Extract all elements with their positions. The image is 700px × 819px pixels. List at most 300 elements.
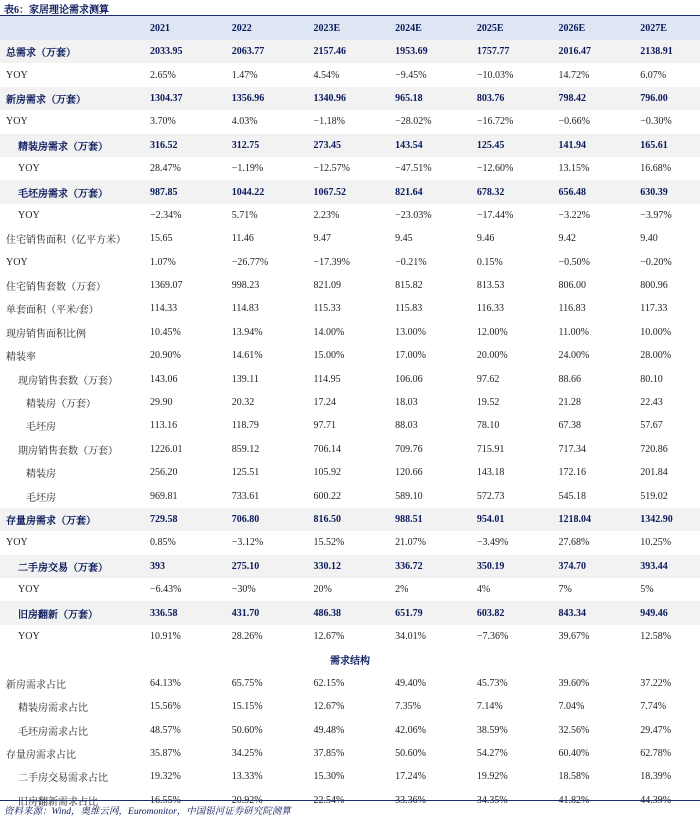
value-cell: 117.33 bbox=[640, 303, 668, 315]
value-cell: 201.84 bbox=[640, 467, 668, 479]
value-cell: 3.70% bbox=[150, 116, 176, 128]
value-cell: 7.04% bbox=[558, 701, 585, 713]
value-cell: 139.11 bbox=[231, 373, 259, 385]
value-cell: 45.73% bbox=[476, 677, 508, 689]
value-cell: 9.46 bbox=[476, 233, 495, 245]
value-cell: 14.72% bbox=[558, 69, 590, 81]
value-cell: 393.44 bbox=[618, 555, 700, 578]
table-row bbox=[0, 531, 700, 554]
value-cell: 965.18 bbox=[373, 87, 455, 110]
row-label: 精装房 bbox=[26, 469, 56, 481]
value-cell: 589.10 bbox=[395, 490, 423, 502]
value-cell: 14.00% bbox=[313, 326, 345, 338]
value-cell: 97.71 bbox=[313, 420, 336, 432]
table-row bbox=[0, 367, 700, 390]
value-cell: 273.45 bbox=[291, 134, 373, 157]
value-cell: −0.66% bbox=[558, 116, 591, 128]
table-row bbox=[0, 87, 700, 110]
value-cell: 105.92 bbox=[313, 467, 341, 479]
value-cell: 843.34 bbox=[537, 601, 619, 624]
value-cell: 120.66 bbox=[395, 467, 423, 479]
value-cell: 2138.91 bbox=[618, 40, 700, 63]
table-row bbox=[0, 297, 700, 320]
value-cell: 21.28 bbox=[558, 397, 582, 409]
value-cell: 116.83 bbox=[558, 303, 586, 315]
value-cell: 13.15% bbox=[558, 163, 590, 175]
table-row bbox=[0, 274, 700, 297]
value-cell: 1218.04 bbox=[537, 508, 619, 531]
value-cell: 7.14% bbox=[476, 701, 503, 713]
source-note: 资料来源：Wind，奥维云网，Euromonitor，中国银河证券研究院测算 bbox=[4, 807, 291, 817]
header-row bbox=[0, 16, 700, 40]
row-label: 现房销售套数（万套） bbox=[18, 375, 118, 387]
value-cell: 97.62 bbox=[476, 373, 500, 385]
value-cell: 14.61% bbox=[231, 350, 263, 362]
value-cell: 821.64 bbox=[373, 180, 455, 203]
value-cell: 13.33% bbox=[231, 771, 263, 783]
value-cell: 115.83 bbox=[395, 303, 423, 315]
value-cell: 13.00% bbox=[395, 326, 426, 338]
value-cell: 12.58% bbox=[640, 630, 672, 642]
value-cell: 34.01% bbox=[395, 630, 426, 642]
value-cell: 987.85 bbox=[128, 180, 210, 203]
value-cell: 17.00% bbox=[395, 350, 426, 362]
value-cell: −1.18% bbox=[313, 116, 345, 128]
table-row bbox=[0, 672, 700, 695]
value-cell: 1342.90 bbox=[618, 508, 700, 531]
value-cell: 1340.96 bbox=[291, 87, 373, 110]
value-cell: 678.32 bbox=[455, 180, 537, 203]
value-cell: 18.39% bbox=[640, 771, 672, 783]
table-row bbox=[0, 63, 700, 86]
value-cell: −1.19% bbox=[231, 163, 264, 175]
value-cell: 2063.77 bbox=[210, 40, 292, 63]
value-cell: 143.54 bbox=[373, 134, 455, 157]
value-cell: 709.76 bbox=[395, 443, 423, 455]
value-cell: 15.00% bbox=[313, 350, 345, 362]
value-cell: 1757.77 bbox=[455, 40, 537, 63]
table-row bbox=[0, 321, 700, 344]
header-cell: 2022 bbox=[210, 16, 292, 40]
value-cell: 62.78% bbox=[640, 747, 672, 759]
value-cell: 38.59% bbox=[476, 724, 508, 736]
value-cell: 1044.22 bbox=[210, 180, 292, 203]
value-cell: 651.79 bbox=[373, 601, 455, 624]
value-cell: 34.35% bbox=[476, 794, 508, 806]
row-label: 新房需求（万套） bbox=[0, 87, 128, 110]
value-cell: 65.75% bbox=[231, 677, 263, 689]
value-cell: −28.02% bbox=[395, 116, 432, 128]
row-label: 二手房交易（万套） bbox=[0, 555, 128, 578]
value-cell: 50.60% bbox=[231, 724, 263, 736]
header-cell: 2023E bbox=[291, 16, 373, 40]
value-cell: 37.85% bbox=[313, 747, 345, 759]
row-label: YOY bbox=[6, 116, 28, 128]
value-cell: 9.40 bbox=[640, 233, 658, 245]
value-cell: 44.39% bbox=[640, 794, 672, 806]
value-cell: 336.72 bbox=[373, 555, 455, 578]
value-cell: −0.20% bbox=[640, 256, 672, 268]
value-cell: 49.48% bbox=[313, 724, 345, 736]
value-cell: 1953.69 bbox=[373, 40, 455, 63]
value-cell: 706.80 bbox=[210, 508, 292, 531]
value-cell: 35.87% bbox=[150, 747, 181, 759]
value-cell: 0.15% bbox=[476, 256, 503, 268]
value-cell: 715.91 bbox=[476, 443, 505, 455]
row-label: 存量房需求（万套） bbox=[0, 508, 128, 531]
value-cell: 9.47 bbox=[313, 233, 331, 245]
value-cell: 39.67% bbox=[558, 630, 590, 642]
row-label: 毛坯房 bbox=[26, 492, 56, 504]
section-title: 需求结构 bbox=[330, 656, 370, 668]
table-row bbox=[0, 461, 700, 484]
value-cell: 486.38 bbox=[291, 601, 373, 624]
value-cell: 114.95 bbox=[313, 373, 341, 385]
value-cell: 17.24 bbox=[313, 397, 336, 409]
value-cell: 67.38 bbox=[558, 420, 582, 432]
row-label: 二手房交易需求占比 bbox=[18, 773, 108, 785]
value-cell: 114.33 bbox=[150, 303, 178, 315]
table-row bbox=[0, 251, 700, 274]
value-cell: 2.65% bbox=[150, 69, 176, 81]
value-cell: 114.83 bbox=[231, 303, 259, 315]
value-cell: 816.50 bbox=[291, 508, 373, 531]
table-row bbox=[0, 204, 700, 227]
value-cell: 656.48 bbox=[537, 180, 619, 203]
value-cell: 22.43 bbox=[640, 397, 663, 409]
row-label: 期房销售套数（万套） bbox=[18, 445, 118, 457]
value-cell: −0.50% bbox=[558, 256, 591, 268]
value-cell: −3.22% bbox=[558, 209, 591, 221]
value-cell: 815.82 bbox=[395, 280, 423, 292]
value-cell: 32.56% bbox=[558, 724, 590, 736]
value-cell: 393 bbox=[128, 555, 210, 578]
value-cell: 256.20 bbox=[150, 467, 178, 479]
value-cell: 7.74% bbox=[640, 701, 667, 713]
value-cell: −10.03% bbox=[476, 69, 514, 81]
value-cell: 118.79 bbox=[231, 420, 259, 432]
value-cell: 20.92% bbox=[231, 794, 263, 806]
value-cell: 1369.07 bbox=[150, 280, 183, 292]
value-cell: 7.35% bbox=[395, 701, 421, 713]
section-row bbox=[0, 648, 700, 671]
table-row bbox=[0, 180, 700, 203]
value-cell: 11.00% bbox=[558, 326, 590, 338]
value-cell: 2033.95 bbox=[128, 40, 210, 63]
value-cell: −0.21% bbox=[395, 256, 427, 268]
value-cell: 720.86 bbox=[640, 443, 668, 455]
value-cell: −3.49% bbox=[476, 537, 509, 549]
row-label: YOY bbox=[18, 630, 40, 642]
value-cell: 1356.96 bbox=[210, 87, 292, 110]
row-label: 住宅销售套数（万套） bbox=[6, 282, 106, 294]
value-cell: 78.10 bbox=[476, 420, 500, 432]
value-cell: 316.52 bbox=[128, 134, 210, 157]
value-cell: 5% bbox=[640, 584, 654, 596]
value-cell: 600.22 bbox=[313, 490, 341, 502]
value-cell: 41.82% bbox=[558, 794, 590, 806]
value-cell: 125.51 bbox=[231, 467, 260, 479]
value-cell: 7% bbox=[558, 584, 572, 596]
row-label: 毛坯房需求（万套） bbox=[0, 180, 128, 203]
value-cell: 806.00 bbox=[558, 280, 587, 292]
value-cell: 165.61 bbox=[618, 134, 700, 157]
value-cell: 813.53 bbox=[476, 280, 505, 292]
value-cell: 20.90% bbox=[150, 350, 181, 362]
value-cell: 28.47% bbox=[150, 163, 181, 175]
table-row bbox=[0, 555, 700, 578]
value-cell: 62.15% bbox=[313, 677, 345, 689]
value-cell: 998.23 bbox=[231, 280, 260, 292]
value-cell: 2% bbox=[395, 584, 409, 596]
value-cell: 33.36% bbox=[395, 794, 426, 806]
value-cell: 15.52% bbox=[313, 537, 345, 549]
value-cell: 336.58 bbox=[128, 601, 210, 624]
value-cell: −17.39% bbox=[313, 256, 350, 268]
value-cell: 60.40% bbox=[558, 747, 590, 759]
value-cell: 106.06 bbox=[395, 373, 423, 385]
value-cell: 125.45 bbox=[455, 134, 537, 157]
value-cell: 50.60% bbox=[395, 747, 426, 759]
table-row bbox=[0, 227, 700, 250]
value-cell: 821.09 bbox=[313, 280, 341, 292]
value-cell: 49.40% bbox=[395, 677, 426, 689]
value-cell: 572.73 bbox=[476, 490, 505, 502]
value-cell: 729.58 bbox=[128, 508, 210, 531]
value-cell: 1226.01 bbox=[150, 443, 183, 455]
demand-table bbox=[0, 16, 700, 812]
value-cell: 18.58% bbox=[558, 771, 590, 783]
value-cell: 2157.46 bbox=[291, 40, 373, 63]
value-cell: 545.18 bbox=[558, 490, 587, 502]
row-label: 精装房需求占比 bbox=[18, 703, 88, 715]
value-cell: 113.16 bbox=[150, 420, 178, 432]
row-label: 住宅销售面积（亿平方米） bbox=[6, 235, 126, 247]
value-cell: 18.03 bbox=[395, 397, 418, 409]
value-cell: 10.45% bbox=[150, 326, 181, 338]
table-caption: 表6：家居理论需求测算 bbox=[4, 5, 109, 16]
value-cell: 803.76 bbox=[455, 87, 537, 110]
value-cell: −2.34% bbox=[150, 209, 182, 221]
value-cell: 859.12 bbox=[231, 443, 260, 455]
table-row bbox=[0, 695, 700, 718]
value-cell: 42.06% bbox=[395, 724, 426, 736]
value-cell: −3.97% bbox=[640, 209, 672, 221]
value-cell: 603.82 bbox=[455, 601, 537, 624]
value-cell: 64.13% bbox=[150, 677, 181, 689]
value-cell: 39.60% bbox=[558, 677, 590, 689]
row-label: 精装房需求（万套） bbox=[0, 134, 128, 157]
value-cell: 1067.52 bbox=[291, 180, 373, 203]
value-cell: −12.57% bbox=[313, 163, 350, 175]
row-label: YOY bbox=[6, 69, 28, 81]
value-cell: −30% bbox=[231, 584, 256, 596]
value-cell: 798.42 bbox=[537, 87, 619, 110]
value-cell: 141.94 bbox=[537, 134, 619, 157]
row-label: 毛坯房需求占比 bbox=[18, 726, 88, 738]
value-cell: 350.19 bbox=[455, 555, 537, 578]
value-cell: 312.75 bbox=[210, 134, 292, 157]
value-cell: 6.07% bbox=[640, 69, 667, 81]
value-cell: −3.12% bbox=[231, 537, 264, 549]
row-label: 旧房翻新（万套） bbox=[0, 601, 128, 624]
value-cell: 24.00% bbox=[558, 350, 590, 362]
value-cell: 374.70 bbox=[537, 555, 619, 578]
row-label: YOY bbox=[6, 256, 28, 268]
row-label: 存量房需求占比 bbox=[6, 749, 76, 761]
value-cell: 20.32 bbox=[231, 397, 255, 409]
row-label: 精装率 bbox=[6, 352, 36, 364]
table-row bbox=[0, 765, 700, 788]
value-cell: 143.06 bbox=[150, 373, 178, 385]
value-cell: 15.56% bbox=[150, 701, 181, 713]
value-cell: 34.25% bbox=[231, 747, 263, 759]
value-cell: 12.67% bbox=[313, 630, 345, 642]
value-cell: −7.36% bbox=[476, 630, 509, 642]
table-row bbox=[0, 742, 700, 765]
row-label: YOY bbox=[6, 537, 28, 549]
value-cell: 29.90 bbox=[150, 397, 173, 409]
value-cell: 15.65 bbox=[150, 233, 173, 245]
value-cell: 275.10 bbox=[210, 555, 292, 578]
table-row bbox=[0, 40, 700, 63]
value-cell: 27.68% bbox=[558, 537, 590, 549]
value-cell: 2016.47 bbox=[537, 40, 619, 63]
value-cell: 143.18 bbox=[476, 467, 505, 479]
value-cell: 20% bbox=[313, 584, 332, 596]
value-cell: 12.00% bbox=[476, 326, 508, 338]
value-cell: 519.02 bbox=[640, 490, 668, 502]
value-cell: 115.33 bbox=[313, 303, 341, 315]
value-cell: 630.39 bbox=[618, 180, 700, 203]
value-cell: 15.30% bbox=[313, 771, 345, 783]
value-cell: 733.61 bbox=[231, 490, 260, 502]
value-cell: 9.42 bbox=[558, 233, 577, 245]
row-label: 新房需求占比 bbox=[6, 679, 66, 691]
value-cell: −0.30% bbox=[640, 116, 672, 128]
table-row bbox=[0, 414, 700, 437]
value-cell: 949.46 bbox=[618, 601, 700, 624]
header-cell: 2026E bbox=[537, 16, 619, 40]
header-cell: 2027E bbox=[618, 16, 700, 40]
value-cell: −16.72% bbox=[476, 116, 514, 128]
row-label: 毛坯房 bbox=[26, 422, 56, 434]
value-cell: −12.60% bbox=[476, 163, 514, 175]
value-cell: 969.81 bbox=[150, 490, 178, 502]
row-label: YOY bbox=[18, 163, 40, 175]
value-cell: 1.47% bbox=[231, 69, 258, 81]
value-cell: 37.22% bbox=[640, 677, 672, 689]
value-cell: −26.77% bbox=[231, 256, 269, 268]
value-cell: 16.68% bbox=[640, 163, 672, 175]
footer-divider bbox=[0, 800, 700, 801]
table-row bbox=[0, 718, 700, 741]
value-cell: 19.52 bbox=[476, 397, 500, 409]
value-cell: 21.07% bbox=[395, 537, 426, 549]
value-cell: 954.01 bbox=[455, 508, 537, 531]
value-cell: 12.67% bbox=[313, 701, 345, 713]
value-cell: 80.10 bbox=[640, 373, 663, 385]
value-cell: 5.71% bbox=[231, 209, 258, 221]
table-row bbox=[0, 484, 700, 507]
row-label: YOY bbox=[18, 584, 40, 596]
value-cell: 20.00% bbox=[476, 350, 508, 362]
value-cell: −17.44% bbox=[476, 209, 514, 221]
value-cell: 88.03 bbox=[395, 420, 418, 432]
value-cell: −47.51% bbox=[395, 163, 432, 175]
value-cell: 800.96 bbox=[640, 280, 668, 292]
value-cell: 988.51 bbox=[373, 508, 455, 531]
value-cell: 172.16 bbox=[558, 467, 587, 479]
value-cell: 431.70 bbox=[210, 601, 292, 624]
value-cell: 4% bbox=[476, 584, 491, 596]
header-cell: 2024E bbox=[373, 16, 455, 40]
value-cell: 11.46 bbox=[231, 233, 254, 245]
table-row bbox=[0, 134, 700, 157]
value-cell: 1304.37 bbox=[128, 87, 210, 110]
row-label: 旧房翻新需求占比 bbox=[18, 796, 98, 808]
row-label: YOY bbox=[18, 209, 40, 221]
row-label: 现房销售面积比例 bbox=[6, 328, 86, 340]
table-row bbox=[0, 438, 700, 461]
value-cell: 10.91% bbox=[150, 630, 181, 642]
table-row bbox=[0, 344, 700, 367]
value-cell: −6.43% bbox=[150, 584, 182, 596]
value-cell: 15.15% bbox=[231, 701, 263, 713]
value-cell: 10.25% bbox=[640, 537, 672, 549]
value-cell: 48.57% bbox=[150, 724, 181, 736]
table-row bbox=[0, 508, 700, 531]
value-cell: 29.47% bbox=[640, 724, 672, 736]
table-row bbox=[0, 157, 700, 180]
value-cell: 16.55% bbox=[150, 794, 181, 806]
value-cell: −23.03% bbox=[395, 209, 432, 221]
value-cell: −9.45% bbox=[395, 69, 427, 81]
row-label: 精装房（万套） bbox=[26, 399, 96, 411]
value-cell: 4.03% bbox=[231, 116, 258, 128]
value-cell: 0.85% bbox=[150, 537, 176, 549]
value-cell: 796.00 bbox=[618, 87, 700, 110]
header-cell: 2021 bbox=[128, 16, 210, 40]
value-cell: 57.67 bbox=[640, 420, 663, 432]
table-row bbox=[0, 578, 700, 601]
value-cell: 2.23% bbox=[313, 209, 340, 221]
value-cell: 28.26% bbox=[231, 630, 263, 642]
value-cell: 88.66 bbox=[558, 373, 582, 385]
table-row bbox=[0, 110, 700, 133]
value-cell: 1.07% bbox=[150, 256, 176, 268]
value-cell: 19.32% bbox=[150, 771, 181, 783]
value-cell: 22.54% bbox=[313, 794, 345, 806]
value-cell: 706.14 bbox=[313, 443, 341, 455]
table-row bbox=[0, 391, 700, 414]
table-body bbox=[0, 40, 700, 812]
value-cell: 17.24% bbox=[395, 771, 426, 783]
header-cell: 2025E bbox=[455, 16, 537, 40]
value-cell: 19.92% bbox=[476, 771, 508, 783]
table-row bbox=[0, 625, 700, 648]
value-cell: 330.12 bbox=[291, 555, 373, 578]
value-cell: 10.00% bbox=[640, 326, 672, 338]
value-cell: 4.54% bbox=[313, 69, 340, 81]
header-cell bbox=[0, 16, 128, 40]
value-cell: 717.34 bbox=[558, 443, 587, 455]
value-cell: 54.27% bbox=[476, 747, 508, 759]
value-cell: 13.94% bbox=[231, 326, 263, 338]
value-cell: 116.33 bbox=[476, 303, 504, 315]
row-label: 单套面积（平米/套） bbox=[6, 305, 99, 317]
row-label: 总需求（万套） bbox=[0, 40, 128, 63]
